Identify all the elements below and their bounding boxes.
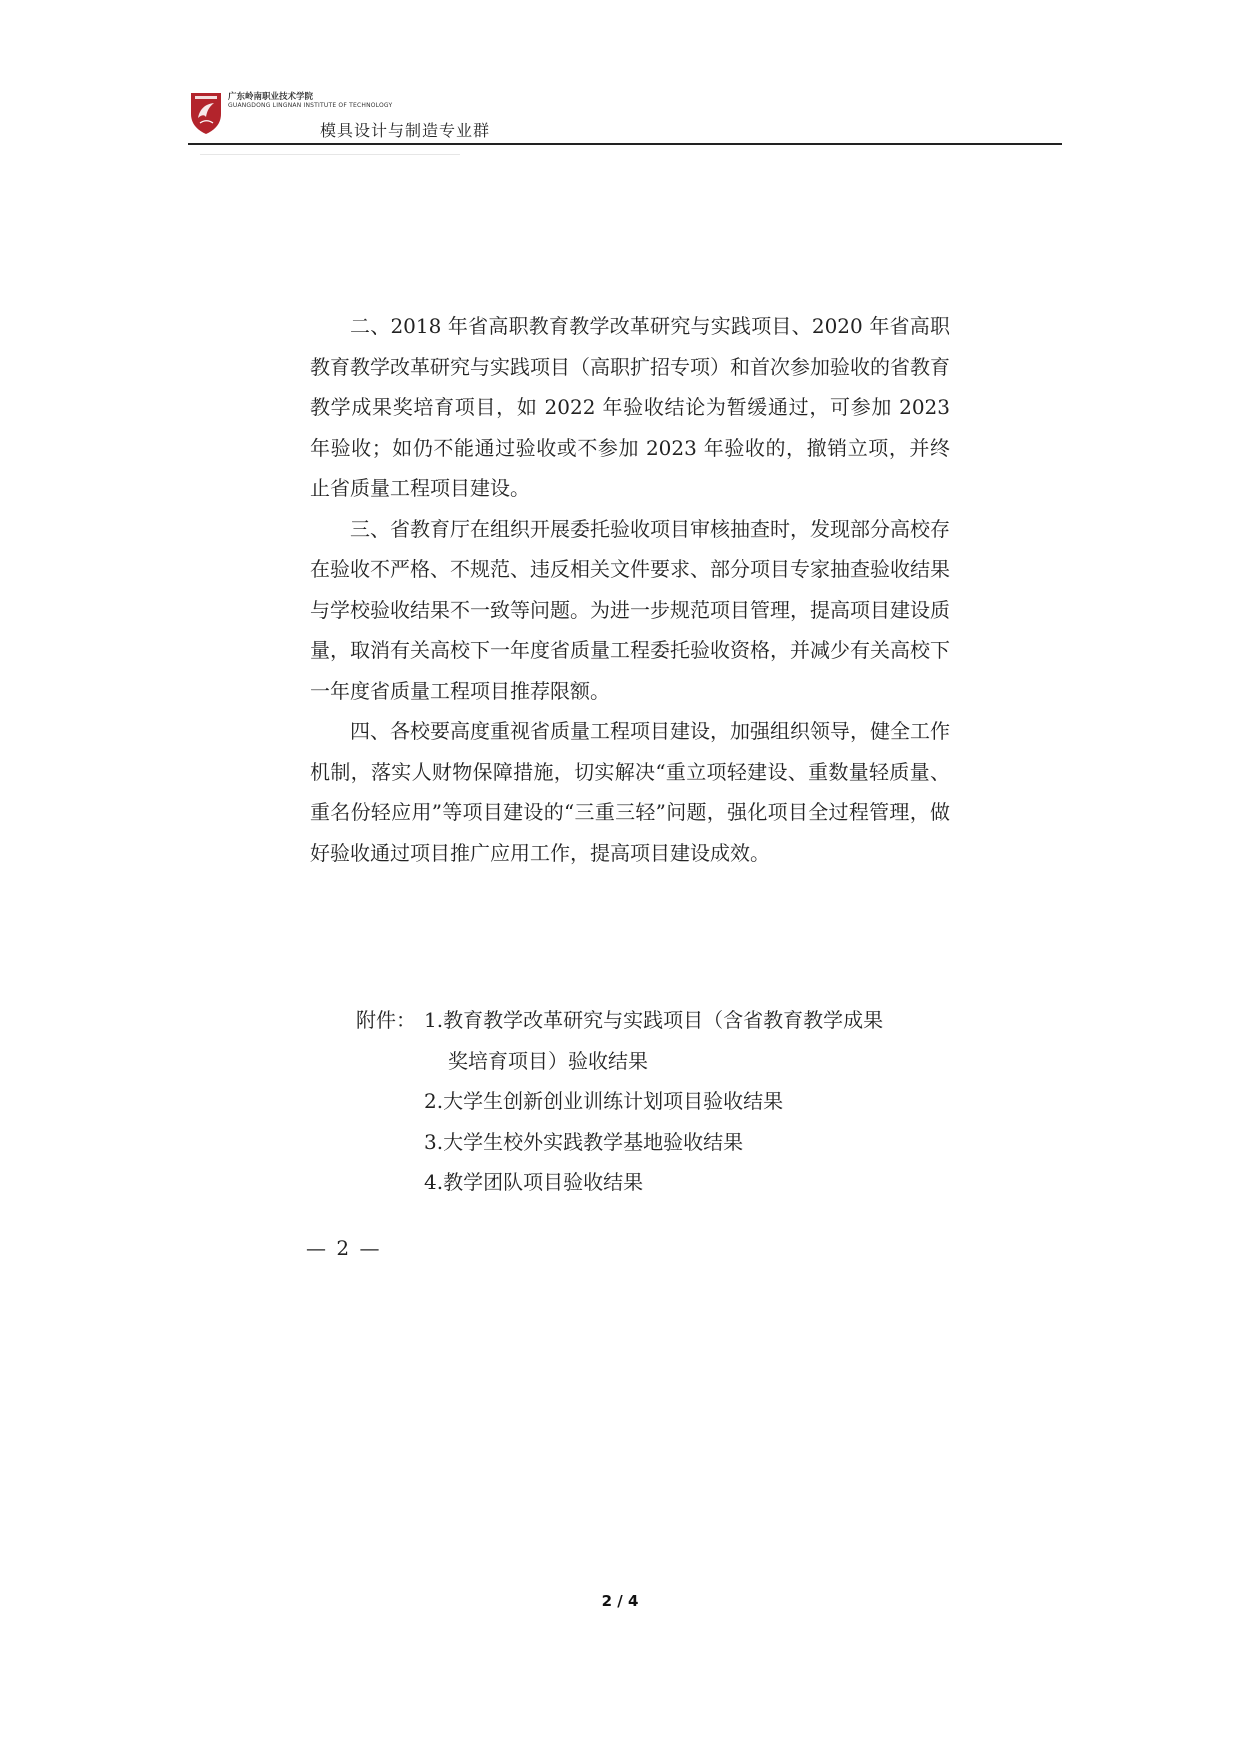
college-logo-icon bbox=[188, 90, 224, 136]
attachment-item-2: 2.大学生创新创业训练计划项目验收结果 bbox=[424, 1089, 784, 1113]
college-name-cn: 广东岭南职业技术学院 bbox=[228, 92, 314, 102]
attachment-item-1-line1: 1.教育教学改革研究与实践项目（含省教育教学成果 bbox=[424, 1008, 884, 1032]
attachment-item-1 bbox=[356, 1000, 956, 1041]
attachments-list bbox=[356, 1000, 956, 1203]
paragraph-four: 四、各校要高度重视省质量工程项目建设，加强组织领导，健全工作机制，落实人财物保障措施，切实解决“重立项轻建设、重数量轻质量、重名份轻应用”等项目建设的“三重三轻”问题，强化项目全过程管理，做好验收通过项目推广应用工作，提高项目建设成效。 bbox=[310, 719, 950, 865]
attachment-item-4: 4.教学团队项目验收结果 bbox=[424, 1170, 644, 1194]
college-name bbox=[228, 92, 393, 109]
paragraph-three: 三、省教育厅在组织开展委托验收项目审核抽查时，发现部分高校存在验收不严格、不规范、违反相关文件要求、部分项目专家抽查验收结果与学校验收结果不一致等问题。为进一步规范项目管理，提高项目建设质量，取消有关高校下一年度省质量工程委托验收资格，并减少有关高校下一年度省质量工程项目推荐限额。 bbox=[310, 516, 950, 703]
header-title: 模具设计与制造专业群 bbox=[320, 121, 491, 140]
attachment-item-3: 3.大学生校外实践教学基地验收结果 bbox=[424, 1129, 744, 1154]
paragraph-two: 二、2018 年省高职教育教学改革研究与实践项目、2020 年省高职教育教学改革研究与实践项目（高职扩招专项）和首次参加验收的省教育教学成果奖培育项目，如 2022 年验收结论为暂缓通过，可参加 2023 年验收；如仍不能通过验收或不参加 2023 年验收的，撤销立项，并终止省质量工程项目建设。 bbox=[310, 314, 950, 500]
document-body bbox=[310, 306, 950, 873]
page-indicator: 2 / 4 bbox=[601, 1592, 639, 1610]
scan-artifact-line bbox=[200, 154, 460, 155]
attachment-item-1-line2: 奖培育项目）验收结果 bbox=[448, 1048, 648, 1073]
college-name-en: GUANGDONG LINGNAN INSTITUTE OF TECHNOLOGY bbox=[228, 102, 393, 109]
page-header bbox=[188, 86, 1062, 146]
header-divider bbox=[188, 143, 1062, 145]
page-number-marker: — 2 — bbox=[306, 1236, 382, 1260]
attachments-label: 附件： bbox=[356, 1008, 416, 1032]
